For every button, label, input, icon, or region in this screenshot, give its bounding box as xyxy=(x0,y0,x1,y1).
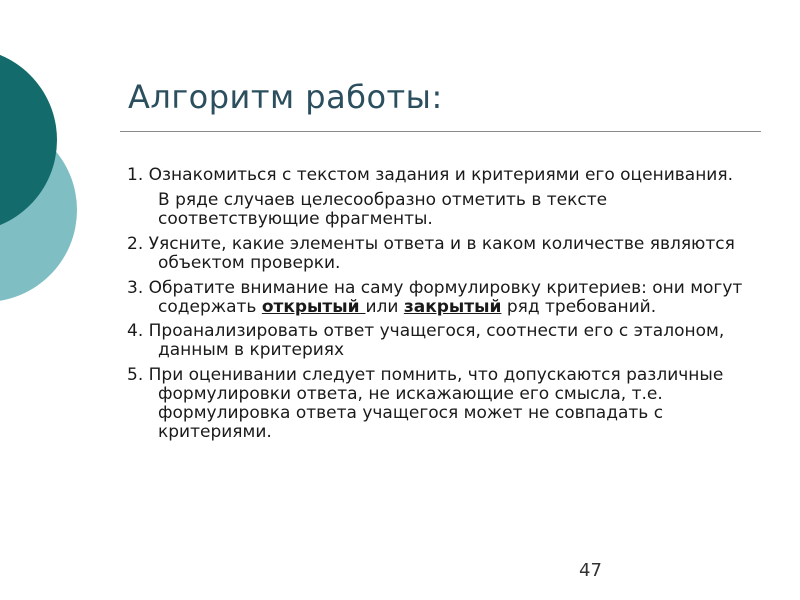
title-divider xyxy=(120,131,761,132)
list-item-4: 4. Проанализировать ответ учащегося, соотнести его с эталоном, данным в критериях xyxy=(127,321,725,360)
keyword-open: открытый xyxy=(261,297,366,317)
list-item-3 xyxy=(127,279,757,317)
slide-body xyxy=(127,166,757,448)
slide-title: Алгоритм работы: xyxy=(128,78,443,116)
keyword-closed: закрытый xyxy=(403,297,502,317)
list-item-5: 5. При оценивании следует помнить, что допускаются различные формулировки ответа, не искажающие его смысла, т.е. формулировка ответа учащегося может не совпадать с критериями. xyxy=(127,365,724,442)
page-number: 47 xyxy=(579,560,602,581)
list-item-1-note: В ряде случаев целесообразно отметить в тексте соответствующие фрагменты. xyxy=(158,190,608,229)
list-item-2: 2. Уясните, какие элементы ответа и в каком количестве являются объектом проверки. xyxy=(127,234,735,273)
list-item-3-text-start: 3. Обратите внимание на саму формулировку критериев: они могут содержать xyxy=(127,278,743,317)
list-item-3-text-end: ряд требований. xyxy=(501,297,657,317)
list-item-1: 1. Ознакомиться с текстом задания и критериями его оценивания. xyxy=(127,165,733,185)
list-item-3-text-middle: или xyxy=(365,297,404,317)
decorative-circles xyxy=(0,0,120,340)
